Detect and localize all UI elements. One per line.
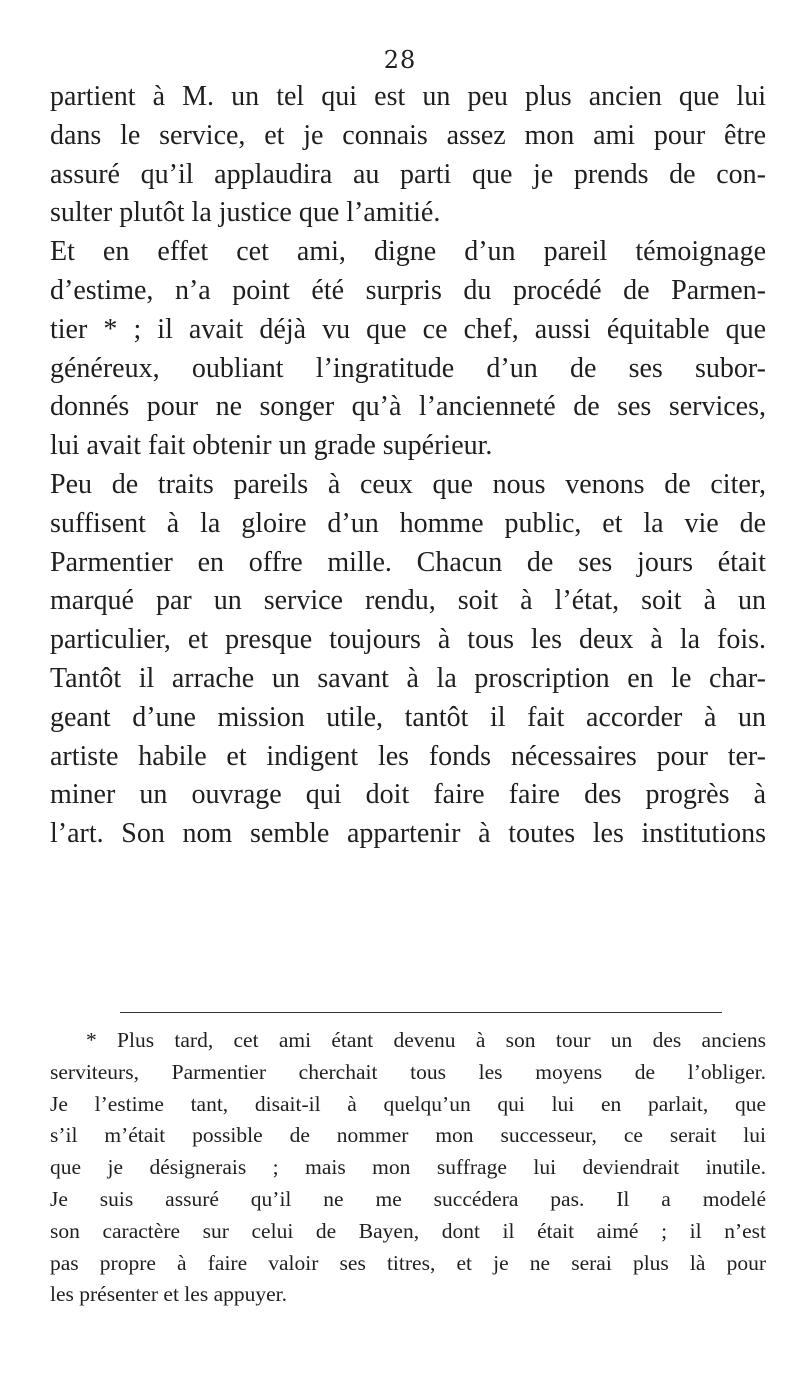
- text-line: sulter plutôt la justice que l’amitié.: [50, 197, 441, 229]
- footnote-line: pas propre à faire valoir ses titres, et je ne serai plus là pour: [50, 1250, 766, 1275]
- footnote-line: s’il m’était possible de nommer mon successeur, ce serait lui: [50, 1123, 766, 1148]
- footnote-line: que je désignerais ; mais mon suffrage lui deviendrait inutile.: [50, 1155, 766, 1180]
- footnote-line: son caractère sur celui de Bayen, dont il était aimé ; il n’est: [50, 1218, 766, 1243]
- text-line: assuré qu’il applaudira au parti que je prends de con-: [50, 158, 766, 190]
- text-line: l’art. Son nom semble appartenir à toutes les institutions: [50, 818, 766, 850]
- footnote-rule: [120, 1012, 722, 1013]
- footnote-line: Je suis assuré qu’il ne me succédera pas. Il a modelé: [50, 1186, 766, 1211]
- text-line: donnés pour ne songer qu’à l’ancienneté de ses services,: [50, 391, 766, 423]
- text-line: Parmentier en offre mille. Chacun de ses jours était: [50, 546, 766, 578]
- text-line: particulier, et presque toujours à tous les deux à la fois.: [50, 624, 766, 656]
- footnote-line: Je l’estime tant, disait-il à quelqu’un qui lui en parlait, que: [50, 1091, 766, 1116]
- text-line: d’estime, n’a point été surpris du procédé de Parmen-: [50, 274, 766, 306]
- page-number: 28: [383, 46, 417, 74]
- text-line: marqué par un service rendu, soit à l’état, soit à un: [50, 585, 766, 617]
- body-text: [50, 78, 766, 854]
- text-line: généreux, oubliant l’ingratitude d’un de ses subor-: [50, 352, 766, 384]
- footnote-line: * Plus tard, cet ami étant devenu à son tour un des anciens: [86, 1028, 766, 1052]
- text-line: lui avait fait obtenir un grade supérieur.: [50, 430, 493, 462]
- text-line: geant d’une mission utile, tantôt il fait accorder à un: [50, 701, 766, 733]
- text-line: partient à M. un tel qui est un peu plus ancien que lui: [50, 81, 766, 112]
- text-line: Peu de traits pareils à ceux que nous venons de citer,: [50, 468, 766, 500]
- text-line: miner un ouvrage qui doit faire faire des progrès à: [50, 779, 766, 811]
- text-line: Tantôt il arrache un savant à la proscription en le char-: [50, 662, 766, 694]
- text-line: suffisent à la gloire d’un homme public, et la vie de: [50, 507, 766, 539]
- text-line: dans le service, et je connais assez mon ami pour être: [50, 119, 766, 151]
- footnote: [50, 1025, 766, 1311]
- text-line: tier * ; il avait déjà vu que ce chef, aussi équitable que: [50, 313, 766, 345]
- text-line: Et en effet cet ami, digne d’un pareil témoignage: [50, 236, 766, 268]
- text-line: artiste habile et indigent les fonds nécessaires pour ter-: [50, 740, 766, 772]
- footnote-line: serviteurs, Parmentier cherchait tous les moyens de l’obliger.: [50, 1059, 766, 1084]
- footnote-line: les présenter et les appuyer.: [50, 1282, 288, 1307]
